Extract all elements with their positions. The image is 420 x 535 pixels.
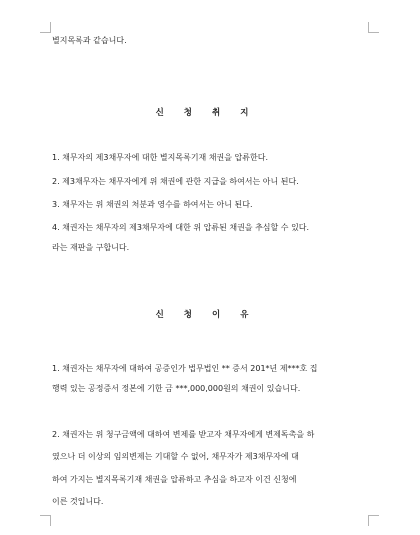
page-corner-mark-top-left xyxy=(40,22,51,33)
reason-paragraph-2-line-3: 하여 가지는 별지목록기재 채권을 압류하고 추심을 하고자 이건 신청에 xyxy=(52,475,297,484)
purpose-closing: 라는 재판을 구합니다. xyxy=(52,243,130,252)
purpose-item-4: 4. 채권자는 채무자의 제3채무자에 대한 위 압류된 채권을 추심할 수 있다. xyxy=(52,223,310,232)
reason-paragraph-1-line-2: 행력 있는 공정증서 정본에 기한 금 ***,000,000원의 채권이 있습니다. xyxy=(52,384,301,393)
page-corner-mark-bottom-right xyxy=(368,515,379,526)
purpose-item-1: 1. 채무자의 제3채무자에 대한 별지목록기재 채권을 압류한다. xyxy=(52,153,268,162)
reason-paragraph-2-line-4: 이른 것입니다. xyxy=(52,497,104,506)
continuation-line: 별지목록과 같습니다. xyxy=(52,36,127,45)
heading-application-reason: 신청이유 xyxy=(155,310,269,320)
heading-application-purpose: 신청취지 xyxy=(155,108,269,118)
purpose-item-2: 2. 제3채무자는 채무자에게 위 채권에 관한 지급을 하여서는 아니 된다. xyxy=(52,177,299,186)
reason-paragraph-2-line-2: 였으나 더 이상의 임의변제는 기대할 수 없어, 채무자가 제3채무자에 대 xyxy=(52,452,299,461)
reason-paragraph-2-line-1: 2. 채권자는 위 청구금액에 대하여 변제를 받고자 채무자에게 변제독촉을 하 xyxy=(52,430,315,439)
page-corner-mark-top-right xyxy=(368,22,379,33)
purpose-item-3: 3. 채무자는 위 채권의 처분과 영수를 하여서는 아니 된다. xyxy=(52,200,253,209)
reason-paragraph-1-line-1: 1. 채권자는 채무자에 대하여 공증인가 법무법인 ** 증서 201*년 제***호 집 xyxy=(52,364,318,373)
page-corner-mark-bottom-left xyxy=(40,515,51,526)
